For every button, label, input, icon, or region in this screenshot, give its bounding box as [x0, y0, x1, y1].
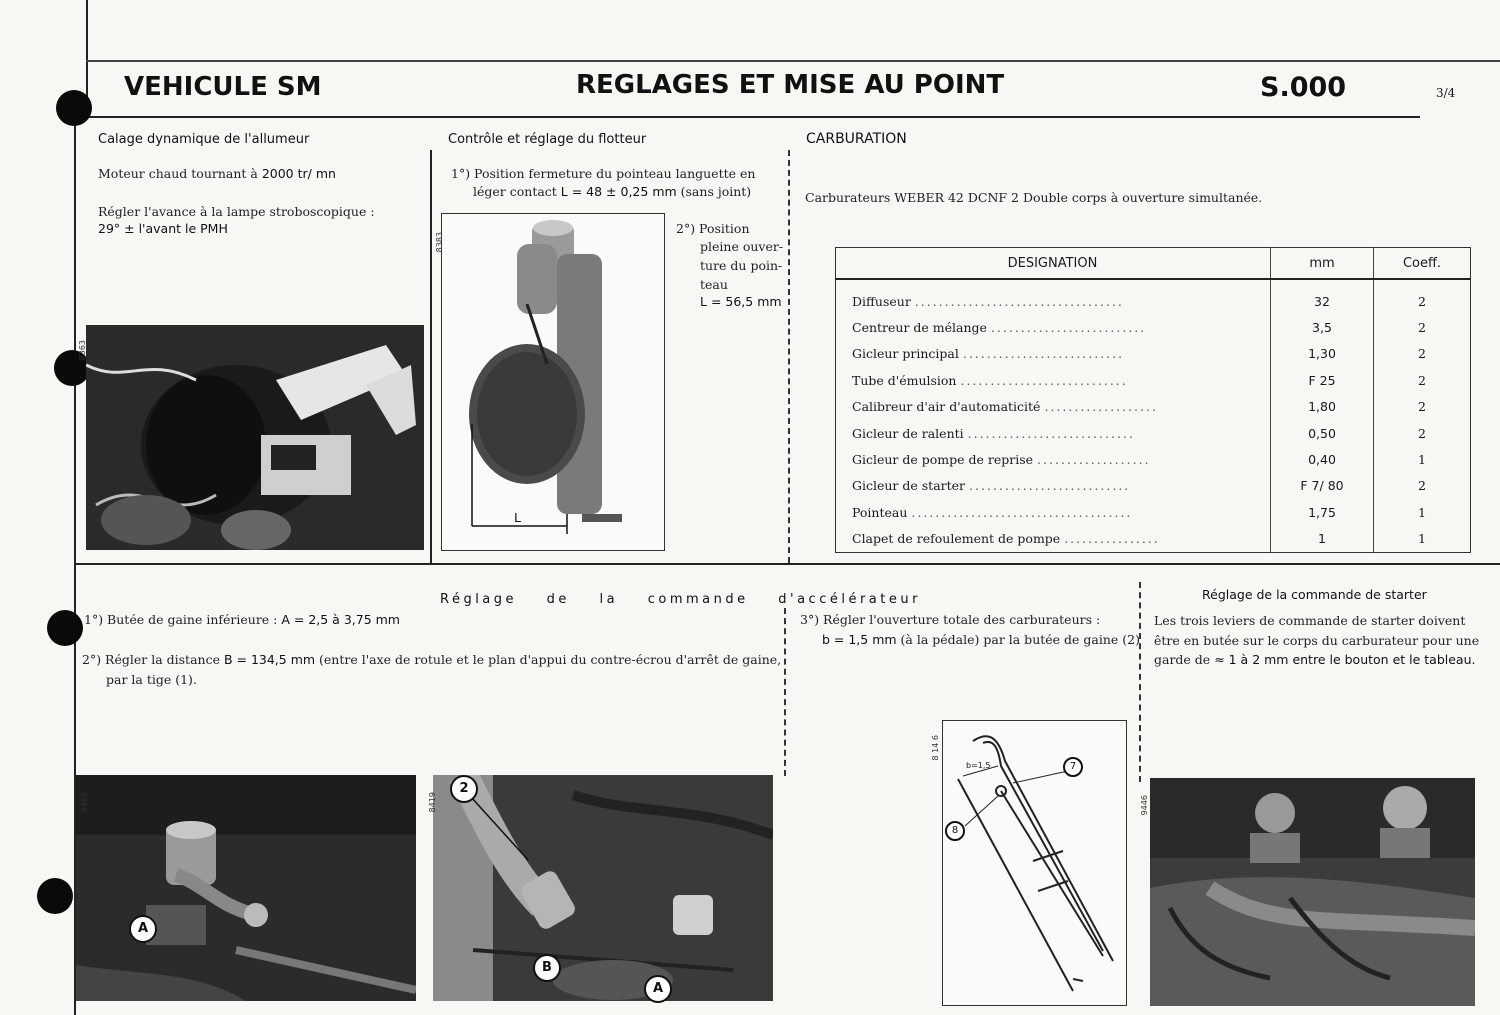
photo-reference: 8419 [428, 792, 437, 813]
pedal-diagram [942, 720, 1127, 1006]
flotteur-step2-line4: teau [700, 277, 728, 292]
header-rule [86, 116, 1420, 118]
carburation-table [835, 247, 1471, 553]
photo-reference: 8363 [78, 340, 87, 361]
starter-line2: être en butée sur le corps du carburateur pour une [1154, 633, 1480, 648]
table-row: Gicleur de starter ........................... F 7/ 80 2 [836, 473, 1471, 499]
table-row: Tube d'émulsion ............................ F 25 2 [836, 367, 1471, 393]
document-code: S.000 [1260, 72, 1347, 103]
binder-hole [47, 610, 83, 646]
accelerateur-title: Réglage de la commande d'accélérateur [440, 592, 921, 607]
callout-2: 2 [450, 775, 478, 803]
accelerateur-step2: 2°) Régler la distance B = 134,5 mm (entre l'axe de rotule et le plan d'appui du contre-écrou d'arrêt de gaine, [82, 652, 782, 667]
middle-rule [74, 563, 1500, 565]
column-header-coeff: Coeff. [1374, 248, 1471, 280]
table-row: Clapet de refoulement de pompe ................ 1 1 [836, 526, 1471, 553]
binder-hole [37, 878, 73, 914]
starter-title: Réglage de la commande de starter [1202, 587, 1427, 602]
allumeur-title: Calage dynamique de l'allumeur [98, 132, 310, 147]
flotteur-title: Contrôle et réglage du flotteur [448, 132, 647, 147]
butee-photo [433, 775, 773, 1001]
column-divider [430, 150, 432, 563]
diagram-reference: 8 14 6 [931, 735, 940, 761]
table-row: Gicleur de ralenti ............................ 0,50 2 [836, 420, 1471, 446]
vehicle-title: VEHICULE SM [124, 72, 322, 102]
column-divider [784, 608, 786, 776]
flotteur-step1-line2: léger contact L = 48 ± 0,25 mm (sans joint) [473, 184, 752, 199]
accelerateur-step3-line2: b = 1,5 mm (à la pédale) par la butée de gaine (2) [822, 632, 1140, 647]
table-row: Calibreur d'air d'automaticité ................... 1,80 2 [836, 394, 1471, 420]
page-title: REGLAGES ET MISE AU POINT [576, 70, 1005, 100]
starter-line3: garde de ≈ 1 à 2 mm entre le bouton et le tableau. [1154, 652, 1476, 667]
table-row: Pointeau ..................................... 1,75 1 [836, 499, 1471, 525]
flotteur-figure [441, 213, 665, 551]
flotteur-dimension-label: L [514, 510, 521, 525]
table-row: Gicleur de pompe de reprise ................... 0,40 1 [836, 446, 1471, 472]
stroboscope-photo [86, 325, 424, 550]
callout-b: B [533, 954, 561, 982]
flotteur-step2-line3: ture du poin- [700, 258, 783, 273]
flotteur-step1-line1: 1°) Position fermeture du pointeau languette en [451, 166, 756, 181]
carburation-title: CARBURATION [806, 131, 907, 147]
column-header-designation: DESIGNATION [836, 248, 1271, 280]
top-rule [86, 60, 1500, 62]
page-number: 3/4 [1436, 86, 1456, 100]
binder-hole [56, 90, 92, 126]
table-row: Diffuseur ................................... 32 2 [836, 279, 1471, 314]
accelerateur-step2-line2: par la tige (1). [106, 672, 197, 687]
accelerateur-step3-line1: 3°) Régler l'ouverture totale des carburateurs : [800, 612, 1101, 627]
column-divider [1139, 582, 1141, 782]
allumeur-line1: Moteur chaud tournant à 2000 tr/ mn [98, 166, 336, 181]
table-row: Gicleur principal ........................... 1,30 2 [836, 341, 1471, 367]
table-row: Centreur de mélange .......................... 3,5 2 [836, 314, 1471, 340]
gaine-photo [76, 775, 416, 1001]
column-header-mm: mm [1271, 248, 1374, 280]
starter-photo [1150, 778, 1475, 1006]
callout-7: 7 [1063, 757, 1083, 777]
allumeur-line2: Régler l'avance à la lampe stroboscopique : [98, 204, 375, 219]
callout-a: A [129, 915, 157, 943]
flotteur-step2-line2: pleine ouver- [700, 239, 784, 254]
callout-a-second: A [644, 975, 672, 1003]
photo-reference: 8465 [80, 792, 89, 813]
photo-reference: 8383 [435, 232, 444, 253]
carburation-intro: Carburateurs WEBER 42 DCNF 2 Double corps à ouverture simultanée. [805, 190, 1263, 205]
column-divider [788, 150, 790, 563]
flotteur-step2-value: L = 56,5 mm [700, 294, 782, 309]
diagram-dimension-label: b=1,5 [966, 761, 991, 770]
flotteur-step2-line1: 2°) Position [676, 221, 750, 236]
starter-line1: Les trois leviers de commande de starter doivent [1154, 613, 1466, 628]
callout-8: 8 [945, 821, 965, 841]
photo-reference: 9446 [1140, 795, 1149, 816]
allumeur-line3: 29° ± l'avant le PMH [98, 221, 228, 236]
accelerateur-step1: 1°) Butée de gaine inférieure : A = 2,5 à 3,75 mm [84, 612, 400, 627]
